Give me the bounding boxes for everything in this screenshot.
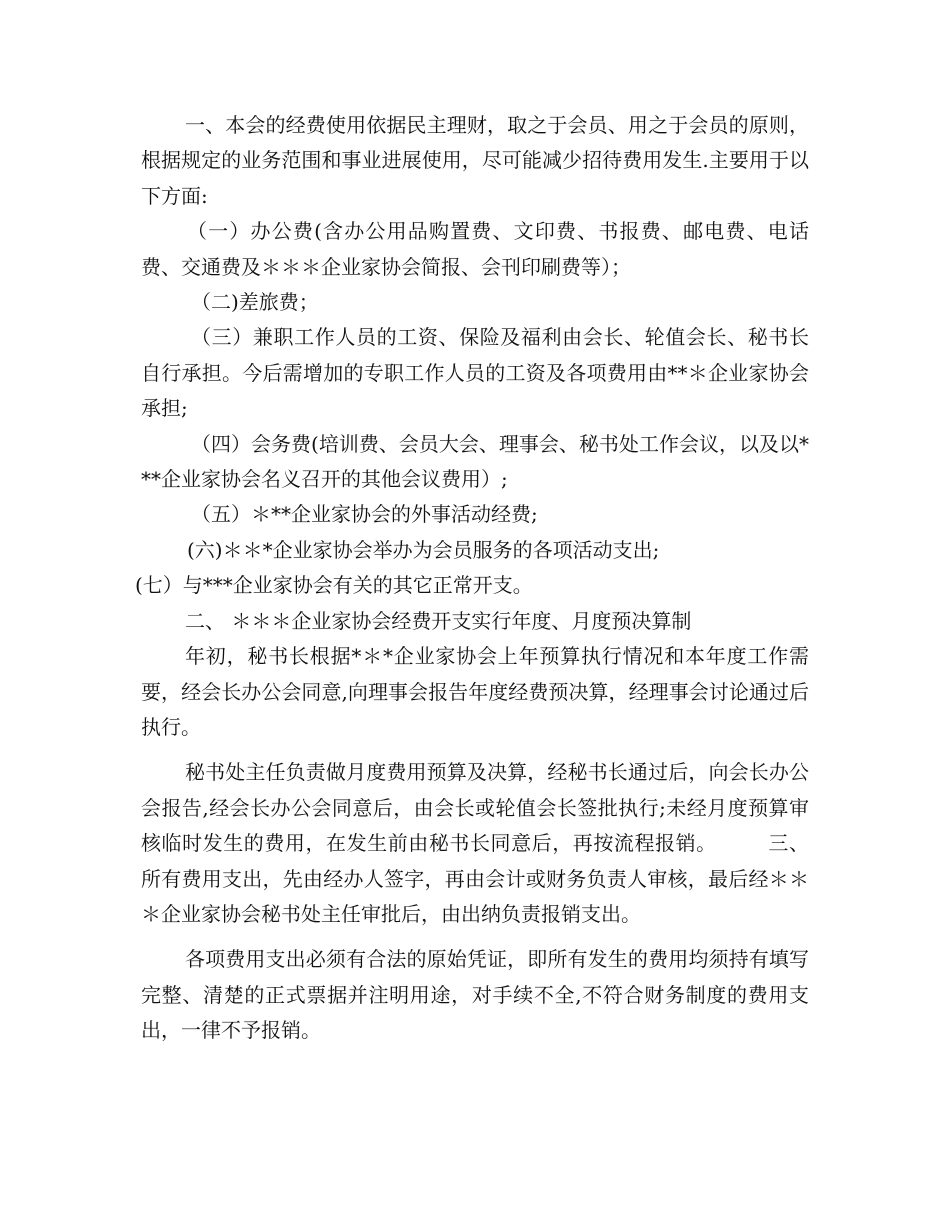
document-body: [135, 108, 809, 1049]
paragraph-item-7: (七）与***企业家协会有关的其它正常开支。: [135, 573, 533, 598]
paragraph-annual-budget: 年初，秘书长根据*＊*企业家协会上年预算执行情况和本年度工作需要，经会长办公会同意,向理事会报告年度经费预决算，经理事会讨论通过后执行。: [141, 644, 809, 739]
paragraph-item-3: （三）兼职工作人员的工资、保险及福利由会长、轮值会长、秘书长自行承担。今后需增加的专职工作人员的工资及各项费用由**＊企业家协会承担;: [141, 325, 809, 421]
paragraph-vouchers: 各项费用支出必须有合法的原始凭证，即所有发生的费用均须持有填写完整、清楚的正式票据并注明用途，对手续不全,不符合财务制度的费用支出，一律不予报销。: [141, 947, 809, 1043]
paragraph-item-5: （五）＊**企业家协会的外事活动经费;: [191, 502, 538, 527]
paragraph-monthly-budget: 秘书处主任负责做月度费用预算及决算，经秘书长通过后，向会长办公会报告,经会长办公会同意后，由会长或轮值会长签批执行;未经月度预算审核临时发生的费用，在发生前由秘书长同意后，再按流程报销。 三、所有费用支出，先由经办人签字，再由会计或财务负责人审核，最后经＊＊＊企业家协会秘书处主任审批后，由出纳负责报销支出。: [141, 760, 809, 926]
paragraph-section-2: 二、 ＊＊＊企业家协会经费开支实行年度、月度预决算制: [185, 608, 692, 633]
paragraph-section-1: 一、本会的经费使用依据民主理财，取之于会员、用之于会员的原则，根据规定的业务范围和事业进展使用，尽可能减少招待费用发生.主要用于以下方面:: [141, 113, 809, 208]
paragraph-item-1: （一）办公费(含办公用品购置费、文印费、书报费、邮电费、电话费、交通费及＊＊＊企业家协会简报、会刊印刷费等）；: [141, 219, 809, 279]
paragraph-item-4: （四）会务费(培训费、会员大会、理事会、秘书处工作会议，以及以***企业家协会名义召开的其他会议费用）;: [141, 431, 809, 492]
paragraph-item-6: (六)＊＊*企业家协会举办为会员服务的各项活动支出;: [187, 537, 660, 562]
paragraph-item-2: （二)差旅费；: [191, 290, 319, 315]
